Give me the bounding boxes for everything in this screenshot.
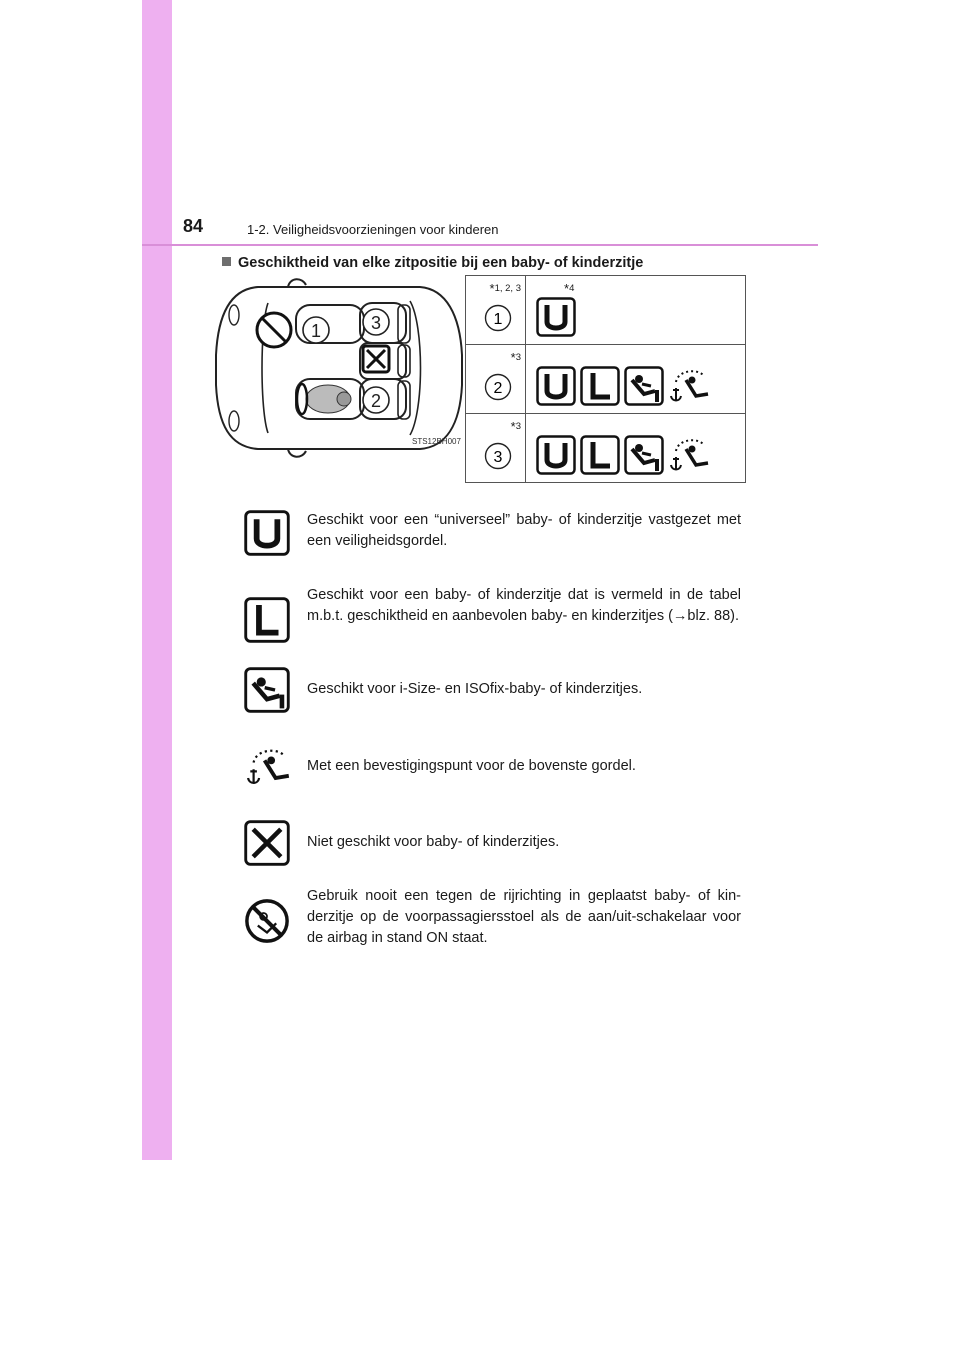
legend-text: Gebruik nooit een tegen de rijrichting in geplaatst baby- of kin-derzitje op de voorpassagiersstoel als de aan/uit-schakelaar voor de airbag in stand ON staat. <box>307 888 741 946</box>
table-row <box>466 414 746 483</box>
svg-text:3: 3 <box>493 449 503 466</box>
car-top-view-illustration <box>210 275 468 461</box>
no-rear-facing-icon <box>257 313 291 347</box>
square-bullet-icon <box>222 257 231 266</box>
legend-text: Geschikt voor een “universeel” baby- of kinderzitje vastgezet met een veiligheidsgordel. <box>307 512 741 549</box>
footnote-ref: *3 <box>510 350 521 365</box>
top-tether-icon <box>668 366 712 406</box>
mirror-bottom <box>288 449 306 457</box>
isofix-icon <box>624 366 664 406</box>
L-icon <box>580 435 620 475</box>
icons-cell <box>526 276 746 345</box>
car-body-outline <box>216 287 462 449</box>
position-cell <box>466 414 526 483</box>
position-number-icon <box>484 442 512 470</box>
legend-text: Niet geschikt voor baby- of kinderzitjes. <box>307 834 560 850</box>
icons-cell <box>526 414 746 483</box>
footnote-ref: *1, 2, 3 <box>489 281 521 296</box>
U-icon <box>244 510 290 556</box>
header-rule <box>142 244 818 246</box>
table-row <box>466 276 746 345</box>
L-icon <box>244 597 290 643</box>
position-number-icon <box>484 373 512 401</box>
car-seating-diagram <box>210 275 468 461</box>
cross-icon <box>363 346 389 372</box>
legend-text: Geschikt voor een baby- of kinderzitje dat is vermeld in de tabel m.b.t. geschiktheid en aanbevolen baby- en kinderzitjes (→blz. 88). <box>307 587 741 624</box>
U-icon <box>536 297 576 337</box>
U-icon <box>536 366 576 406</box>
section-title: 1-2. Veiligheidsvoorzieningen voor kinderen <box>247 222 499 237</box>
subheading <box>222 255 643 271</box>
top-tether-icon <box>244 745 294 789</box>
icons-cell <box>526 345 746 414</box>
legend-text: Geschikt voor i-Size- en ISOfix-baby- of kinderzitjes. <box>307 681 643 697</box>
subheading-text: Geschiktheid van elke zitpositie bij een baby- of kinderzitje <box>238 255 644 271</box>
seat-label-1: 1 <box>310 321 322 341</box>
rear-window <box>410 301 421 435</box>
U-icon <box>536 435 576 475</box>
no-rear-facing-icon <box>244 898 290 944</box>
footnote-ref: *4 <box>564 281 575 296</box>
isofix-icon <box>244 667 290 713</box>
isofix-icon <box>624 435 664 475</box>
footnote-ref: *3 <box>510 419 521 434</box>
chapter-tab-bar <box>142 0 172 1160</box>
mirror-top <box>288 279 306 287</box>
L-icon <box>580 366 620 406</box>
svg-text:1: 1 <box>493 311 503 328</box>
position-number-icon <box>484 304 512 332</box>
seat-label-3: 3 <box>370 313 382 333</box>
svg-text:2: 2 <box>493 380 503 397</box>
seat-label-2: 2 <box>370 391 382 411</box>
position-cell <box>466 276 526 345</box>
seat-suitability-table <box>465 275 746 483</box>
top-tether-icon <box>668 435 712 475</box>
legend-text: Met een bevestigingspunt voor de bovenste gordel. <box>307 758 636 774</box>
page-number: 84 <box>183 216 204 236</box>
table-row <box>466 345 746 414</box>
diagram-code: STS12BH007 <box>412 437 461 446</box>
driver-figure <box>306 385 351 413</box>
cross-icon <box>244 820 290 866</box>
position-cell <box>466 345 526 414</box>
